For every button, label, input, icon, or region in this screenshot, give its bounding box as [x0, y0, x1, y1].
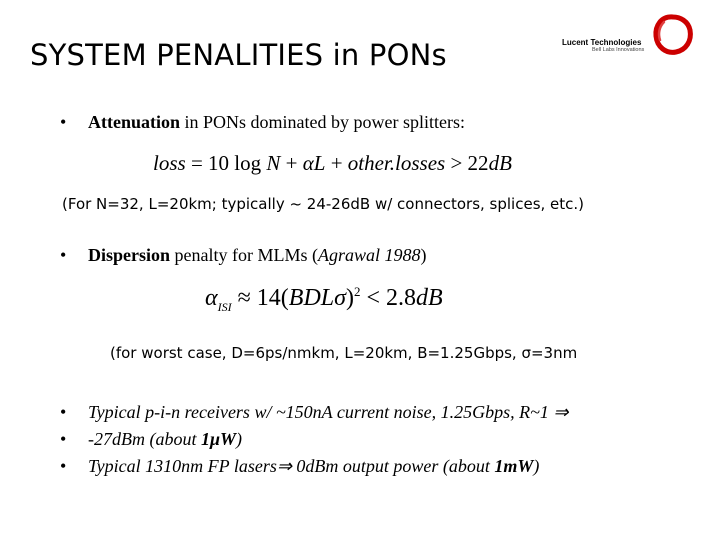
bullet-close: ) — [420, 245, 427, 265]
bullet-close: ) — [533, 456, 540, 476]
bullet-text: penalty for MLMs ( — [170, 245, 318, 265]
dispersion-formula: $\alpha_{ISI} \approx 14(BDL\sigma)^2 < 2.8dB$ — [205, 284, 443, 314]
logo-name: Lucent Technologies — [562, 38, 642, 47]
bullet-sensitivity — [60, 429, 242, 450]
bullet-text: Typical p-i-n receivers w/ ~150nA current noise, 1.25Gbps, R~1 ⇒ — [88, 402, 569, 422]
bullet-dot: • — [60, 112, 67, 132]
bullet-bold: 1mW — [494, 456, 534, 476]
bullet-dispersion — [60, 245, 427, 266]
company-logo — [562, 38, 644, 53]
slide-title: SYSTEM PENALITIES in PONs — [30, 38, 447, 72]
bullet-bold: Dispersion — [88, 245, 171, 265]
bullet-dot: • — [60, 429, 67, 449]
bullet-close: ) — [236, 429, 242, 449]
logo-ring-icon — [650, 12, 696, 58]
bullet-text: -27dBm (about — [88, 429, 201, 449]
loss-formula: loss = 10 log N + αL + other.losses > 22dB — [153, 151, 512, 175]
bullet-lasers — [60, 456, 539, 477]
bullet-bold: 1μW — [200, 429, 236, 449]
bullet-attenuation — [60, 112, 465, 133]
dispersion-note: (for worst case, D=6ps/nmkm, L=20km, B=1.25Gbps, σ=3nm — [110, 344, 578, 362]
attenuation-note: (For N=32, L=20km; typically ~ 24-26dB w/ connectors, splices, etc.) — [62, 195, 585, 213]
bullet-receivers — [60, 402, 569, 423]
bullet-text: Typical 1310nm FP lasers⇒ 0dBm output power (about — [88, 456, 495, 476]
bullet-dot: • — [60, 402, 67, 422]
logo-tagline: Bell Labs Innovations — [592, 47, 645, 53]
bullet-bold: Attenuation — [88, 112, 181, 132]
bullet-text: in PONs dominated by power splitters: — [180, 112, 465, 132]
bullet-dot: • — [60, 456, 67, 476]
citation: Agrawal 1988 — [318, 245, 421, 265]
bullet-dot: • — [60, 245, 67, 265]
